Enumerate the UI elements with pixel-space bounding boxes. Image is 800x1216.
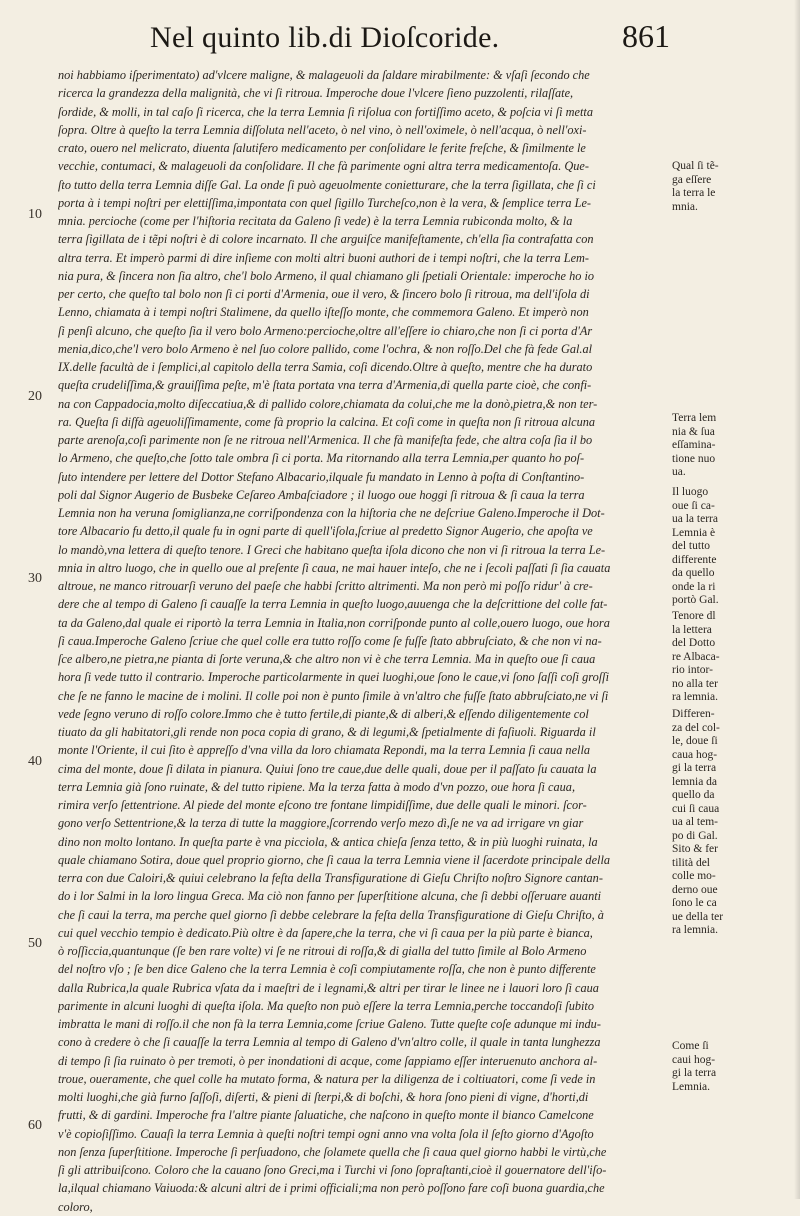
text-line: tore Albacario fu detto,il quale fu in ogni parte di quell'iſola,ſcriue al predetto Signor Augerio, che apoſta ve bbox=[58, 524, 593, 539]
margin-note-line: caui hog- bbox=[672, 1053, 716, 1066]
text-line: poli dal Signor Augerio de Busbeke Ceſareo Ambaſciadore ; il luogo oue hoggi ſi ritroua & ſi caua la terra bbox=[58, 487, 585, 502]
text-line: frutti, & di gardini. Imperoche fra l'altre piante ſaluatiche, che naſcono in queſto monte il bianco Camelcone bbox=[58, 1108, 594, 1123]
margin-note-line: le, doue ſi bbox=[672, 735, 718, 747]
text-line: cui quel vecchio tempio è dedicato.Più oltre è da ſapere,che la terra, che vi ſi caua per la più parte è bianca, bbox=[58, 925, 593, 940]
margin-note-line: za del col- bbox=[672, 721, 720, 734]
text-line: parimente in alcuni luoghi di queſta iſola. Ma queſto non può eſſere la terra Lemnia,perche toccandoſi ſubito bbox=[58, 998, 594, 1013]
text-line: Lemnia non ha veruna ſomiglianza,ne corriſpondenza con la hiſtoria che ne deſcriue Galeno.Imperoche il Dot- bbox=[58, 506, 605, 520]
text-line: molti luoghi,che già furno ſaſſoſi, diſerti, & pieni di ſterpi,& di boſchi, & hora ſono pieni di vigne, d'horti,di bbox=[58, 1090, 589, 1104]
margin-note bbox=[672, 610, 780, 705]
text-line: mnia in altro luogo, che in quello oue al preſente ſi caua, ne mai hauer inteſo, che ne i ſecoli paſſati ſi ſia cauata bbox=[58, 560, 611, 575]
text-line: che ſi caui la terra, ma perche quel giorno ſi debbe celebrare la feſta della Transfiguratione di Gieſu Chriſto, à bbox=[58, 907, 604, 922]
text-line: altra terra. Et imperò parmi di dire inſieme con molti altri buoni authori de i tempi noſtri, che la terra Lem- bbox=[58, 250, 590, 265]
text-line: lo Armeno, che queſto,che ſotto tale ombra ſi ci porta. Ma ritornando alla terra Lemnia,per quanto ho poſ- bbox=[58, 451, 585, 466]
text-line: v'è copioſiſſimo. Cauaſi la terra Lemnia à queſti noſtri tempi ogni anno vna volta ſola il ſeſto giorno d'Agoſto bbox=[58, 1126, 594, 1141]
line-number: 40 bbox=[28, 754, 42, 769]
text-line: porta à i tempi noſtri per elettiſſima,impontata con quel ſigillo Turcheſco,non è la vera, & ſemplice terra Le- bbox=[58, 195, 592, 210]
line-number: 20 bbox=[28, 389, 42, 404]
margin-note-line: colle mo- bbox=[672, 870, 716, 882]
text-line: nia pura, & ſincera non ſia altro, che'l bolo Armeno, il qual chiamano gli ſpetiali Orientale: imperoche ho io bbox=[58, 268, 595, 283]
margin-note-line: gi la terra bbox=[672, 762, 717, 774]
text-line: del noſtro vſo ; ſe ben dice Galeno che la terra Lemnia è coſi compiutamente roſſa, che non è punto differente bbox=[58, 962, 596, 977]
text-line: coloro, bbox=[58, 1199, 93, 1214]
margin-note-line: ue della ter bbox=[672, 910, 724, 923]
page-edge-shadow bbox=[794, 0, 800, 1199]
text-line: ò roſſiccia,quantunque (ſe ben rare volte) vi ſe ne ritroui di roſſa,& di gialla del tutto ſimile al Bolo Armeno bbox=[58, 944, 587, 958]
margin-note-line: derno oue bbox=[672, 883, 718, 896]
margin-note-line: da quello bbox=[672, 567, 715, 579]
running-head: Nel quinto lib.di Dioſcoride. bbox=[150, 21, 500, 54]
text-line: ſce albero,ne pietra,ne pianta di ſorte veruna,& che altro non vi è che terra Lemnia. Ma in queſto oue ſi caua bbox=[58, 652, 596, 666]
margin-note-line: nia & ſua bbox=[672, 425, 715, 438]
margin-note-line: rio intor- bbox=[672, 664, 713, 676]
text-line: lo mandò,vna lettera di queſto tenore. I Greci che habitano queſta iſola dicono che non vi ſi ritroua la terra Le- bbox=[58, 542, 606, 557]
margin-note-line: del Dotto bbox=[672, 637, 716, 649]
text-line: cima del monte, doue ſi dilata in pianura. Quiui ſono tre caue,due delle quali, doue per il paſſato ſu cauata la bbox=[58, 761, 597, 776]
margin-note-line: cui ſi caua bbox=[672, 802, 720, 815]
margin-note-line: re Albaca- bbox=[672, 650, 720, 663]
text-line: ſuto intendere per lettere del Dottor Stefano Albacario,ilquale fu mandato in Lenno à poſta di Conſtantino- bbox=[58, 469, 585, 484]
text-line: terra ſigillata de i tẽpi noſtri è di colore incarnato. Il che arguiſce manifeſtamente, ch'ella ſia contrafatta con bbox=[58, 232, 594, 247]
text-line: IX.delle facultà de i ſemplici,al capitolo della terra Samia, coſi dicendo.Oltre à queſto, mentre che ha durato bbox=[58, 360, 593, 374]
margin-note bbox=[672, 708, 780, 938]
text-line: di tempo ſi ſia ruinato ò per tremoti, ò per inondationi di acque, come ſappiamo eſſer interuenuto anchora al- bbox=[58, 1053, 598, 1068]
text-line: dino non molto lontano. In queſta parte è vna picciola, & antica chieſa ſenza tetto, & in più luoghi ruinata, la bbox=[58, 834, 598, 849]
text-line: troue, oueramente, che quel colle ha mutato forma, & natura per la diligenza de i coltiuatori, come ſi vede in bbox=[58, 1071, 596, 1086]
text-line: non ſenza ſuperſtitione. Imperoche ſi perſuadono, che ſolamete quella che ſi caua quel giorno habbi le virtù,che bbox=[58, 1144, 607, 1159]
text-line: hora ſi vede tutto il contrario. Imperoche particolarmente in quei luoghi,oue ſono le caue,vi ſono ſaſſi coſi groſſi bbox=[58, 670, 609, 685]
line-number: 10 bbox=[28, 207, 42, 222]
margin-note-line: Lemnia è bbox=[672, 526, 716, 539]
text-line: gono verſo Settentrione,& la terza di tutte la maggiore,ſcorrendo verſo mezo dì,ſe ne va ad irrigare vn giar bbox=[58, 816, 584, 831]
margin-note-line: Lemnia. bbox=[672, 1080, 710, 1093]
text-line: la,ilqual chiamano Vaiuoda:& alcuni altri de i primi officiali;ma non però poſſono fare coſi buona guardia,che bbox=[58, 1181, 605, 1196]
text-line: che ſe ne fanno le macine de i molini. Il colle poi non è punto ſimile à vn'altro che fuſſe ſtato abbruſciato,ne vi ſi bbox=[58, 688, 609, 703]
margin-note-line: la lettera bbox=[672, 623, 712, 636]
margin-note-line: po di Gal. bbox=[672, 829, 718, 842]
margin-note-line: ſono le ca bbox=[672, 897, 717, 909]
body-text bbox=[58, 66, 662, 1216]
text-line: imbratta le mani di roſſo.il che non fà la terra Lemnia,come ſcriue Galeno. Tutte queſte coſe adunque mi indu- bbox=[58, 1017, 601, 1031]
text-line: menia,dico,che'l vero bolo Armeno è nel ſuo colore pallido, come l'ochra, & non roſſo.Del che fà fede Gal.al bbox=[58, 341, 593, 356]
margin-note-line: la terra le bbox=[672, 187, 716, 199]
margin-note bbox=[672, 486, 780, 608]
text-line: parte arenoſa,coſi parimente non ſe ne ritroua nell'Armenica. Il che fà manifeſta fede, che altra coſa ſia il bo bbox=[58, 433, 593, 447]
page-number: 861 bbox=[622, 18, 670, 54]
margin-note-line: no alla ter bbox=[672, 677, 718, 690]
line-number: 30 bbox=[28, 571, 42, 586]
line-number: 50 bbox=[28, 936, 42, 951]
margin-note-line: tilità del bbox=[672, 856, 711, 869]
text-line: ſi caua.Imperoche Galeno ſcriue che quel colle era tutto roſſo come ſe fuſſe ſtato abbruſciato, & che non vi na- bbox=[58, 633, 602, 648]
margin-note-line: caua hog- bbox=[672, 748, 718, 761]
text-line: ſi penſi alcuno, che queſto ſia il vero bolo Armeno:percioche,oltre all'eſſere io chiaro,che non ſi ci porta d'Ar bbox=[58, 323, 593, 338]
margin-note-line: ga eſſere bbox=[672, 173, 712, 186]
text-line: ra. Queſta ſi diſfà ageuoliſſimamente, come fà proprio la calcina. Et coſi come in queſta non ſi ritroua alcuna bbox=[58, 414, 596, 429]
text-line: na con Cappadocia,molto diſeccatiua,& di pallido colore,chiamata da colui,che me la donò,pietra,& non ter- bbox=[58, 396, 598, 411]
margin-note-line: mnia. bbox=[672, 200, 698, 213]
margin-note-line: ua al tem- bbox=[672, 816, 718, 828]
text-line: vede ſegno veruno di roſſo colore.Immo che è tutto fertile,di piante,& di alberi,& eſſendo diligentemente col bbox=[58, 706, 589, 721]
margin-note-line: Il luogo bbox=[672, 486, 709, 498]
margin-note-line: tione nuo bbox=[672, 452, 716, 465]
text-line: tiuato da gli habitatori,gli rende non poca copia di grano, & di legumi,& ſpetialmente di faſiuoli. Riguarda il bbox=[58, 725, 596, 739]
text-line: ſto tutto della terra Lemnia diſſe Gal. La onde ſi può ageuolmente conietturare, che la terra ſigillata, che ſi ci bbox=[58, 177, 596, 192]
text-line: dere che al tempo di Galeno ſi cauaſſe la terra Lemnia in queſto luogo,auuenga che la deſcrittione del colle fat- bbox=[58, 597, 608, 612]
text-line: ſopra. Oltre à queſto la terra Lemnia diſſoluta nell'aceto, ò nel vino, ò nell'oximele, ò nell'acqua, ò nell'oxi- bbox=[58, 122, 587, 137]
margin-note-line: Come ſi bbox=[672, 1040, 709, 1052]
text-line: crato, ouero nel melicrato, diuenta ſalutifero medicamento per conſolidare le ferite freſche, & ſimilmente le bbox=[58, 141, 586, 155]
text-line: terra Lemnia già ſono ruinate, & del tutto ripiene. Ma la terza fatta à modo d'vn pozzo, oue hora ſi caua, bbox=[58, 779, 576, 794]
margin-note-line: Sito & fer bbox=[672, 843, 718, 855]
margin-note-line: Differen- bbox=[672, 708, 715, 720]
margin-note-line: Terra lem bbox=[672, 412, 717, 424]
margin-note-line: eſſamina- bbox=[672, 439, 716, 451]
line-number: 60 bbox=[28, 1118, 42, 1133]
text-line: terra con due Caloiri,& quiui celebrano la feſta della Transfiguratione di Gieſu Chriſto noſtro Signore cantan- bbox=[58, 871, 603, 885]
text-line: rimira verſo ſettentrione. Al piede del monte eſcono tre fontane limpidiſſime, due delle quali le minori. ſcor- bbox=[58, 798, 587, 812]
text-line: ta da Galeno,dal quale ei riportò la terra Lemnia in Italia,non corriſponde punto al colle,ouero luogo, oue hora bbox=[58, 615, 610, 630]
text-line: dalla Rubrica,la quale Rubrica vſata da i maeſtri de i legnami,& altri per tirar le linee ne i lauori loro ſi caua bbox=[58, 980, 599, 995]
margin-note bbox=[672, 1040, 780, 1094]
margin-note-line: ra lemnia. bbox=[672, 691, 718, 703]
margin-note-line: lemnia da bbox=[672, 775, 718, 788]
text-line: monte l'Oriente, il cui ſito è appreſſo d'vna villa da loro chiamata Repondi, ma la terra Lemnia ſi caua nella bbox=[58, 743, 591, 758]
text-line: per certo, che queſto tal bolo non ſi ci porti d'Armenia, oue il vero, & ſincero bolo ſi ritroua, ma dell'iſola di bbox=[58, 287, 590, 301]
text-line: altroue, ne manco ritrouarſi veruno del paeſe che habbi ſcritto altrimenti. Ma non però mi poſſo ridur' à cre- bbox=[58, 579, 593, 593]
margin-note-line: ra lemnia. bbox=[672, 924, 718, 936]
margin-note-line: ua la terra bbox=[672, 513, 718, 525]
text-line: noi habbiamo iſperimentato) ad'vlcere maligne, & malageuoli da ſaldare mirabilmente: & vſaſi ſecondo che bbox=[58, 68, 590, 82]
text-line: quale chiamano Sotira, doue quel proprio giorno, che ſi caua la terra Lemnia viene il ſacerdote principale della bbox=[58, 852, 611, 867]
text-line: queſta crudeliſſima,& grauiſſima peſte, m'è ſtata portata vna terra d'Armenia,di quella parte cioè, che confi- bbox=[58, 378, 592, 393]
margin-note-line: gi la terra bbox=[672, 1067, 717, 1079]
text-line: mnia. percioche (come per l'hiſtoria recitata da Galeno ſi vede) è la terra Lemnia rubiconda molto, & la bbox=[58, 214, 573, 228]
text-line: ſordide, & molli, in tal caſo ſi ricerca, che la terra Lemnia ſi riſolua con fortiſſimo aceto, & poſcia vi ſi metta bbox=[58, 104, 593, 119]
text-line: vecchie, contumaci, & malageuoli da conſolidare. Il che fà parimente ogni altra terra medicamentoſa. Que- bbox=[58, 159, 589, 174]
margin-note-line: del tutto bbox=[672, 540, 711, 552]
text-line: Lenno, chiamata à i tempi noſtri Stalimene, da quello iſteſſo monte, che commemora Galeno. Et imperò non bbox=[58, 305, 589, 320]
margin-note bbox=[672, 412, 780, 480]
text-line: do i lor Salmi in la loro lingua Greca. Ma ciò non fanno per ſuperſtitione alcuna, che ſi debbi oſſeruare auanti bbox=[58, 889, 602, 904]
text-line: ricerca la grandezza della malignità, che vi ſi ritroua. Imperoche doue l'vlcere ſieno puzzolenti, rilaſſate, bbox=[58, 86, 574, 101]
margin-note bbox=[672, 160, 780, 214]
margin-note-line: Qual ſi tẽ- bbox=[672, 160, 719, 172]
margin-note-line: onde la ri bbox=[672, 580, 716, 593]
text-line: ſi gli attribuiſcono. Coloro che la cauano ſono Greci,ma i Turchi vi ſono ſopraſtanti,cioè il gouernatore dell'iſo- bbox=[58, 1163, 607, 1177]
margin-note-line: ua. bbox=[672, 466, 686, 478]
margin-note-line: differente bbox=[672, 553, 717, 566]
margin-note-line: portò Gal. bbox=[672, 594, 719, 606]
margin-note-line: Tenore dl bbox=[672, 610, 716, 622]
page-header bbox=[150, 18, 670, 62]
text-line: cono à credere ò che ſi cauaſſe la terra Lemnia al tempo di Galeno d'vn'altro colle, il quale in tanta lunghezza bbox=[58, 1035, 601, 1050]
margin-note-line: quello da bbox=[672, 789, 715, 801]
margin-note-line: oue ſi ca- bbox=[672, 499, 715, 512]
